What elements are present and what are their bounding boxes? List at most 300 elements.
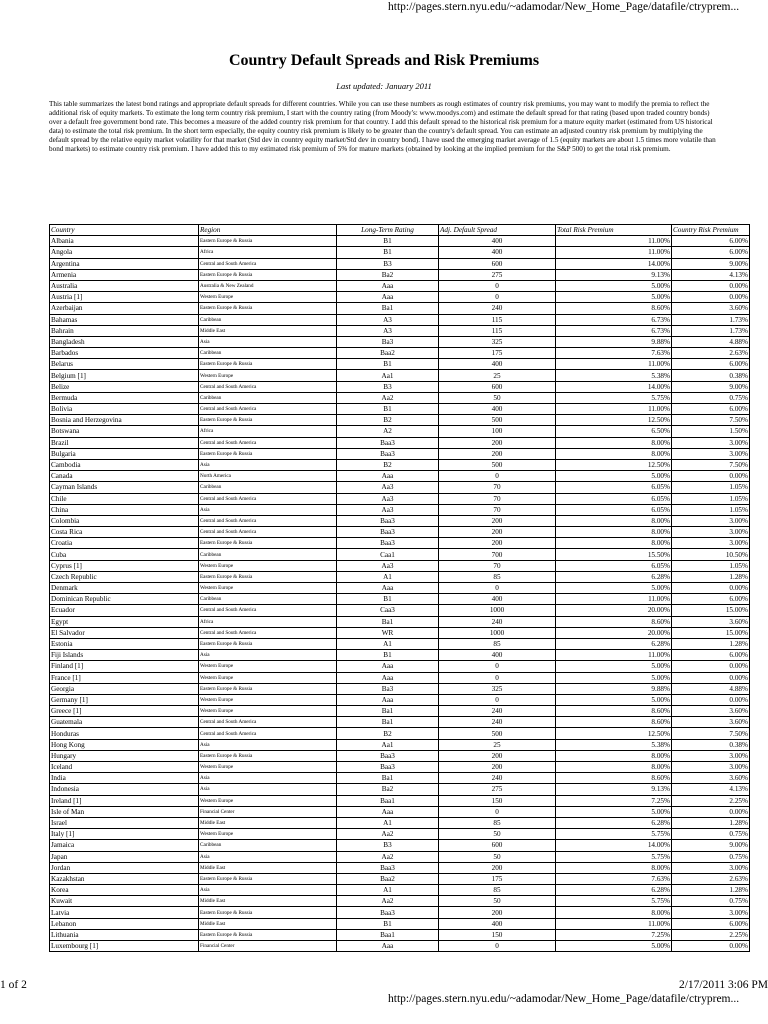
cell-country-risk-premium: 0.75% bbox=[672, 829, 750, 840]
cell-default-spread: 500 bbox=[439, 415, 556, 426]
cell-country-risk-premium: 2.63% bbox=[672, 348, 750, 359]
cell-default-spread: 240 bbox=[439, 717, 556, 728]
cell-default-spread: 200 bbox=[439, 448, 556, 459]
cell-total-risk-premium: 14.00% bbox=[556, 258, 672, 269]
cell-rating: Baa2 bbox=[337, 873, 439, 884]
cell-country: Bahrain bbox=[50, 325, 199, 336]
cell-total-risk-premium: 5.00% bbox=[556, 292, 672, 303]
cell-default-spread: 50 bbox=[439, 851, 556, 862]
cell-region: Middle East bbox=[199, 325, 337, 336]
cell-default-spread: 400 bbox=[439, 359, 556, 370]
cell-default-spread: 70 bbox=[439, 504, 556, 515]
table-row bbox=[50, 459, 750, 470]
cell-region: Central and South America bbox=[199, 605, 337, 616]
cell-region: Africa bbox=[199, 247, 337, 258]
cell-default-spread: 25 bbox=[439, 370, 556, 381]
cell-country-risk-premium: 3.00% bbox=[672, 762, 750, 773]
cell-region: Western Europe bbox=[199, 583, 337, 594]
cell-total-risk-premium: 5.38% bbox=[556, 739, 672, 750]
header-country: Country bbox=[50, 225, 199, 236]
header-total-risk-premium: Total Risk Premium bbox=[556, 225, 672, 236]
cell-country: Estonia bbox=[50, 638, 199, 649]
footer-page-number: 1 of 2 bbox=[0, 979, 27, 991]
cell-region: Caribbean bbox=[199, 840, 337, 851]
table-header-row bbox=[50, 225, 750, 236]
cell-country: Hungary bbox=[50, 750, 199, 761]
cell-default-spread: 100 bbox=[439, 426, 556, 437]
table-row bbox=[50, 661, 750, 672]
cell-total-risk-premium: 11.00% bbox=[556, 650, 672, 661]
cell-country-risk-premium: 9.00% bbox=[672, 840, 750, 851]
cell-country-risk-premium: 7.50% bbox=[672, 459, 750, 470]
cell-total-risk-premium: 11.00% bbox=[556, 404, 672, 415]
header-rating: Long-Term Rating bbox=[337, 225, 439, 236]
cell-default-spread: 400 bbox=[439, 594, 556, 605]
table-row bbox=[50, 840, 750, 851]
cell-default-spread: 325 bbox=[439, 336, 556, 347]
cell-country: Botswana bbox=[50, 426, 199, 437]
cell-default-spread: 85 bbox=[439, 817, 556, 828]
cell-country: Ecuador bbox=[50, 605, 199, 616]
cell-rating: Ba3 bbox=[337, 683, 439, 694]
cell-rating: Baa3 bbox=[337, 437, 439, 448]
cell-default-spread: 500 bbox=[439, 459, 556, 470]
risk-premium-table bbox=[49, 224, 750, 952]
cell-default-spread: 275 bbox=[439, 269, 556, 280]
cell-country: Czech Republic bbox=[50, 571, 199, 582]
cell-country: Chile bbox=[50, 493, 199, 504]
cell-country: Kuwait bbox=[50, 896, 199, 907]
cell-total-risk-premium: 11.00% bbox=[556, 236, 672, 247]
cell-default-spread: 240 bbox=[439, 706, 556, 717]
cell-default-spread: 200 bbox=[439, 750, 556, 761]
cell-country: France [1] bbox=[50, 672, 199, 683]
table-row bbox=[50, 527, 750, 538]
cell-country-risk-premium: 1.73% bbox=[672, 325, 750, 336]
intro-paragraph: This table summarizes the latest bond ratings and appropriate default spreads for different countries. While you can use these numbers as rough estimates of country risk premiums, you may want to modify the premia to reflect the additional risk of equity markets. To estimate the long term country risk premium, I start with the country rating (from Moody's: www.moodys.com) and estimate the default spread for that rating (based upon traded country bonds) over a default free government bond rate. This becomes a measure of the added country risk premium for that country. I add this default spread to the historical risk premium for a mature equity market (estimated from US historical data) to estimate the total risk premium. In the short term especially, the equity country risk premium is likely to be greater than the country's default spread. You can estimate an adjusted country risk premium by multiplying the default spread by the relative equity market volatility for that market (Std dev in country equity market/Std dev in country bond). I have used the emerging market average of 1.5 (equity markets are about 1.5 times more volatile than bond markets) to estimate country risk premium. I have added this to my estimated risk premium of 5% for mature markets (obtained by looking at the implied premium for the S&P 500) to get the total risk premium. bbox=[49, 100, 716, 154]
cell-region: Africa bbox=[199, 426, 337, 437]
cell-total-risk-premium: 5.00% bbox=[556, 941, 672, 952]
cell-rating: Caa3 bbox=[337, 605, 439, 616]
table-row bbox=[50, 471, 750, 482]
cell-total-risk-premium: 8.00% bbox=[556, 527, 672, 538]
cell-default-spread: 70 bbox=[439, 560, 556, 571]
table-row bbox=[50, 873, 750, 884]
table-row bbox=[50, 627, 750, 638]
cell-country-risk-premium: 1.05% bbox=[672, 493, 750, 504]
cell-total-risk-premium: 8.60% bbox=[556, 706, 672, 717]
cell-total-risk-premium: 11.00% bbox=[556, 359, 672, 370]
cell-rating: Ba1 bbox=[337, 717, 439, 728]
cell-total-risk-premium: 8.00% bbox=[556, 907, 672, 918]
cell-country: Cayman Islands bbox=[50, 482, 199, 493]
cell-total-risk-premium: 8.00% bbox=[556, 750, 672, 761]
cell-total-risk-premium: 8.00% bbox=[556, 448, 672, 459]
cell-country: Azerbaijan bbox=[50, 303, 199, 314]
cell-country-risk-premium: 10.50% bbox=[672, 549, 750, 560]
cell-total-risk-premium: 8.00% bbox=[556, 437, 672, 448]
cell-total-risk-premium: 5.38% bbox=[556, 370, 672, 381]
cell-default-spread: 0 bbox=[439, 280, 556, 291]
cell-country-risk-premium: 2.25% bbox=[672, 795, 750, 806]
cell-region: Financial Center bbox=[199, 806, 337, 817]
cell-default-spread: 0 bbox=[439, 941, 556, 952]
cell-rating: Aa1 bbox=[337, 370, 439, 381]
cell-region: Eastern Europe & Russia bbox=[199, 236, 337, 247]
cell-default-spread: 175 bbox=[439, 348, 556, 359]
cell-country-risk-premium: 0.00% bbox=[672, 941, 750, 952]
page-title: Country Default Spreads and Risk Premiums bbox=[228, 52, 540, 69]
cell-rating: Aa1 bbox=[337, 739, 439, 750]
cell-default-spread: 115 bbox=[439, 325, 556, 336]
cell-region: Central and South America bbox=[199, 258, 337, 269]
cell-region: Asia bbox=[199, 650, 337, 661]
table-row bbox=[50, 784, 750, 795]
cell-country: Indonesia bbox=[50, 784, 199, 795]
table-row bbox=[50, 269, 750, 280]
table-row bbox=[50, 795, 750, 806]
cell-rating: A1 bbox=[337, 885, 439, 896]
table-row bbox=[50, 672, 750, 683]
cell-country: Bermuda bbox=[50, 392, 199, 403]
cell-rating: Aa3 bbox=[337, 504, 439, 515]
cell-region: Eastern Europe & Russia bbox=[199, 929, 337, 940]
cell-country: Germany [1] bbox=[50, 694, 199, 705]
cell-country-risk-premium: 6.00% bbox=[672, 236, 750, 247]
cell-region: North America bbox=[199, 471, 337, 482]
cell-region: Eastern Europe & Russia bbox=[199, 303, 337, 314]
cell-country: Belgium [1] bbox=[50, 370, 199, 381]
table-row bbox=[50, 773, 750, 784]
cell-country: Cyprus [1] bbox=[50, 560, 199, 571]
cell-country-risk-premium: 15.00% bbox=[672, 605, 750, 616]
cell-rating: A3 bbox=[337, 314, 439, 325]
cell-region: Caribbean bbox=[199, 482, 337, 493]
cell-rating: B2 bbox=[337, 415, 439, 426]
cell-country: Iceland bbox=[50, 762, 199, 773]
cell-rating: A1 bbox=[337, 638, 439, 649]
cell-total-risk-premium: 20.00% bbox=[556, 627, 672, 638]
cell-default-spread: 70 bbox=[439, 493, 556, 504]
cell-country-risk-premium: 6.00% bbox=[672, 404, 750, 415]
table-row bbox=[50, 404, 750, 415]
cell-rating: Baa3 bbox=[337, 527, 439, 538]
cell-total-risk-premium: 8.00% bbox=[556, 515, 672, 526]
cell-country: Japan bbox=[50, 851, 199, 862]
cell-rating: Baa3 bbox=[337, 515, 439, 526]
cell-country-risk-premium: 0.00% bbox=[672, 471, 750, 482]
cell-rating: Ba1 bbox=[337, 773, 439, 784]
cell-country: Cambodia bbox=[50, 459, 199, 470]
cell-country: Georgia bbox=[50, 683, 199, 694]
cell-country-risk-premium: 1.28% bbox=[672, 638, 750, 649]
cell-region: Western Europe bbox=[199, 762, 337, 773]
cell-country: Croatia bbox=[50, 538, 199, 549]
cell-country-risk-premium: 6.00% bbox=[672, 359, 750, 370]
cell-country-risk-premium: 15.00% bbox=[672, 627, 750, 638]
cell-region: Middle East bbox=[199, 862, 337, 873]
cell-region: Asia bbox=[199, 336, 337, 347]
cell-rating: A3 bbox=[337, 325, 439, 336]
cell-country: Ireland [1] bbox=[50, 795, 199, 806]
table-row bbox=[50, 806, 750, 817]
cell-rating: B3 bbox=[337, 381, 439, 392]
cell-default-spread: 240 bbox=[439, 303, 556, 314]
cell-country: Luxembourg [1] bbox=[50, 941, 199, 952]
cell-country: Argentina bbox=[50, 258, 199, 269]
cell-total-risk-premium: 5.75% bbox=[556, 829, 672, 840]
cell-total-risk-premium: 6.28% bbox=[556, 638, 672, 649]
cell-rating: Aaa bbox=[337, 806, 439, 817]
cell-rating: B3 bbox=[337, 258, 439, 269]
table-row bbox=[50, 549, 750, 560]
cell-country: Guatemala bbox=[50, 717, 199, 728]
cell-country: Jamaica bbox=[50, 840, 199, 851]
cell-default-spread: 200 bbox=[439, 862, 556, 873]
cell-country-risk-premium: 3.00% bbox=[672, 437, 750, 448]
table-row bbox=[50, 336, 750, 347]
cell-country-risk-premium: 4.88% bbox=[672, 336, 750, 347]
cell-country: Barbados bbox=[50, 348, 199, 359]
cell-default-spread: 50 bbox=[439, 829, 556, 840]
cell-rating: Aa2 bbox=[337, 851, 439, 862]
table-row bbox=[50, 885, 750, 896]
cell-region: Western Europe bbox=[199, 661, 337, 672]
cell-country-risk-premium: 0.75% bbox=[672, 392, 750, 403]
cell-country-risk-premium: 6.00% bbox=[672, 247, 750, 258]
cell-country: Belarus bbox=[50, 359, 199, 370]
cell-region: Western Europe bbox=[199, 706, 337, 717]
header-url: http://pages.stern.nyu.edu/~adamodar/New_Home_Page/datafile/ctryprem... bbox=[388, 1, 740, 13]
cell-country-risk-premium: 0.75% bbox=[672, 896, 750, 907]
cell-country-risk-premium: 3.60% bbox=[672, 303, 750, 314]
cell-country-risk-premium: 0.00% bbox=[672, 806, 750, 817]
table-row bbox=[50, 650, 750, 661]
cell-default-spread: 175 bbox=[439, 873, 556, 884]
cell-total-risk-premium: 7.63% bbox=[556, 873, 672, 884]
cell-rating: Aaa bbox=[337, 292, 439, 303]
cell-rating: Baa3 bbox=[337, 762, 439, 773]
cell-rating: Ba2 bbox=[337, 784, 439, 795]
cell-country: El Salvador bbox=[50, 627, 199, 638]
table-row bbox=[50, 504, 750, 515]
cell-region: Central and South America bbox=[199, 627, 337, 638]
cell-region: Eastern Europe & Russia bbox=[199, 448, 337, 459]
cell-country: Canada bbox=[50, 471, 199, 482]
cell-region: Western Europe bbox=[199, 560, 337, 571]
cell-default-spread: 0 bbox=[439, 806, 556, 817]
cell-country-risk-premium: 1.28% bbox=[672, 571, 750, 582]
table-row bbox=[50, 594, 750, 605]
table-row bbox=[50, 616, 750, 627]
cell-total-risk-premium: 8.60% bbox=[556, 616, 672, 627]
cell-total-risk-premium: 8.60% bbox=[556, 773, 672, 784]
cell-default-spread: 1000 bbox=[439, 605, 556, 616]
cell-default-spread: 200 bbox=[439, 538, 556, 549]
cell-total-risk-premium: 11.00% bbox=[556, 247, 672, 258]
cell-total-risk-premium: 11.00% bbox=[556, 594, 672, 605]
table-row bbox=[50, 303, 750, 314]
cell-country: Denmark bbox=[50, 583, 199, 594]
cell-default-spread: 400 bbox=[439, 247, 556, 258]
cell-country: Latvia bbox=[50, 907, 199, 918]
table-row bbox=[50, 750, 750, 761]
cell-country-risk-premium: 3.00% bbox=[672, 907, 750, 918]
table-row bbox=[50, 683, 750, 694]
cell-country-risk-premium: 0.38% bbox=[672, 739, 750, 750]
cell-total-risk-premium: 5.00% bbox=[556, 694, 672, 705]
table-row bbox=[50, 258, 750, 269]
cell-rating: B1 bbox=[337, 918, 439, 929]
cell-rating: Ba1 bbox=[337, 303, 439, 314]
table-row bbox=[50, 739, 750, 750]
cell-total-risk-premium: 6.05% bbox=[556, 482, 672, 493]
cell-rating: B3 bbox=[337, 840, 439, 851]
table-row bbox=[50, 918, 750, 929]
cell-region: Eastern Europe & Russia bbox=[199, 638, 337, 649]
cell-rating: Ba1 bbox=[337, 706, 439, 717]
cell-rating: Aaa bbox=[337, 583, 439, 594]
cell-default-spread: 85 bbox=[439, 638, 556, 649]
cell-default-spread: 1000 bbox=[439, 627, 556, 638]
cell-rating: Baa3 bbox=[337, 538, 439, 549]
cell-country: Austria [1] bbox=[50, 292, 199, 303]
cell-region: Middle East bbox=[199, 918, 337, 929]
table-row bbox=[50, 560, 750, 571]
cell-region: Caribbean bbox=[199, 348, 337, 359]
cell-country-risk-premium: 0.00% bbox=[672, 292, 750, 303]
cell-region: Western Europe bbox=[199, 292, 337, 303]
cell-country-risk-premium: 1.28% bbox=[672, 885, 750, 896]
cell-country: Greece [1] bbox=[50, 706, 199, 717]
cell-total-risk-premium: 12.50% bbox=[556, 728, 672, 739]
cell-country-risk-premium: 4.88% bbox=[672, 683, 750, 694]
cell-country-risk-premium: 3.00% bbox=[672, 515, 750, 526]
cell-country: Albania bbox=[50, 236, 199, 247]
cell-region: Asia bbox=[199, 784, 337, 795]
cell-total-risk-premium: 14.00% bbox=[556, 840, 672, 851]
cell-country-risk-premium: 3.00% bbox=[672, 448, 750, 459]
cell-country: Colombia bbox=[50, 515, 199, 526]
cell-default-spread: 200 bbox=[439, 527, 556, 538]
cell-total-risk-premium: 8.00% bbox=[556, 762, 672, 773]
cell-country-risk-premium: 9.00% bbox=[672, 258, 750, 269]
table-row bbox=[50, 583, 750, 594]
cell-default-spread: 0 bbox=[439, 292, 556, 303]
cell-region: Eastern Europe & Russia bbox=[199, 750, 337, 761]
cell-country: Honduras bbox=[50, 728, 199, 739]
table-row bbox=[50, 314, 750, 325]
cell-default-spread: 240 bbox=[439, 616, 556, 627]
table-row bbox=[50, 392, 750, 403]
cell-total-risk-premium: 11.00% bbox=[556, 918, 672, 929]
table-row bbox=[50, 280, 750, 291]
cell-default-spread: 85 bbox=[439, 885, 556, 896]
cell-rating: Baa1 bbox=[337, 929, 439, 940]
cell-default-spread: 200 bbox=[439, 907, 556, 918]
cell-default-spread: 0 bbox=[439, 583, 556, 594]
cell-rating: Aaa bbox=[337, 694, 439, 705]
table-row bbox=[50, 348, 750, 359]
table-row bbox=[50, 941, 750, 952]
cell-total-risk-premium: 9.13% bbox=[556, 269, 672, 280]
cell-region: Central and South America bbox=[199, 515, 337, 526]
cell-total-risk-premium: 8.00% bbox=[556, 862, 672, 873]
cell-region: Eastern Europe & Russia bbox=[199, 415, 337, 426]
table-row bbox=[50, 482, 750, 493]
cell-total-risk-premium: 20.00% bbox=[556, 605, 672, 616]
cell-total-risk-premium: 5.00% bbox=[556, 806, 672, 817]
table-row bbox=[50, 728, 750, 739]
cell-rating: Caa1 bbox=[337, 549, 439, 560]
cell-default-spread: 325 bbox=[439, 683, 556, 694]
cell-rating: B2 bbox=[337, 728, 439, 739]
cell-region: Asia bbox=[199, 885, 337, 896]
cell-total-risk-premium: 6.05% bbox=[556, 504, 672, 515]
cell-region: Central and South America bbox=[199, 728, 337, 739]
table-row bbox=[50, 706, 750, 717]
cell-country: China bbox=[50, 504, 199, 515]
cell-region: Central and South America bbox=[199, 381, 337, 392]
cell-country-risk-premium: 3.60% bbox=[672, 717, 750, 728]
cell-country-risk-premium: 0.00% bbox=[672, 672, 750, 683]
cell-default-spread: 85 bbox=[439, 571, 556, 582]
cell-rating: Aaa bbox=[337, 672, 439, 683]
cell-country: Bahamas bbox=[50, 314, 199, 325]
cell-region: Western Europe bbox=[199, 694, 337, 705]
table-row bbox=[50, 493, 750, 504]
cell-country-risk-premium: 6.00% bbox=[672, 650, 750, 661]
cell-country: Isle of Man bbox=[50, 806, 199, 817]
cell-country-risk-premium: 1.50% bbox=[672, 426, 750, 437]
table-row bbox=[50, 292, 750, 303]
table-row bbox=[50, 605, 750, 616]
cell-country: Cuba bbox=[50, 549, 199, 560]
cell-country-risk-premium: 3.60% bbox=[672, 773, 750, 784]
cell-rating: Ba1 bbox=[337, 616, 439, 627]
cell-default-spread: 150 bbox=[439, 795, 556, 806]
cell-region: Financial Center bbox=[199, 941, 337, 952]
cell-total-risk-premium: 6.28% bbox=[556, 885, 672, 896]
cell-rating: Baa2 bbox=[337, 348, 439, 359]
cell-country-risk-premium: 4.13% bbox=[672, 269, 750, 280]
cell-total-risk-premium: 15.50% bbox=[556, 549, 672, 560]
cell-region: Western Europe bbox=[199, 829, 337, 840]
risk-premium-table-wrapper bbox=[49, 224, 748, 951]
cell-country: Kazakhstan bbox=[50, 873, 199, 884]
cell-region: Eastern Europe & Russia bbox=[199, 873, 337, 884]
cell-default-spread: 200 bbox=[439, 515, 556, 526]
cell-country-risk-premium: 3.00% bbox=[672, 862, 750, 873]
cell-rating: Aaa bbox=[337, 941, 439, 952]
cell-region: Middle East bbox=[199, 817, 337, 828]
cell-country-risk-premium: 2.25% bbox=[672, 929, 750, 940]
table-row bbox=[50, 437, 750, 448]
cell-country-risk-premium: 3.60% bbox=[672, 616, 750, 627]
header-default-spread: Adj. Default Spread bbox=[439, 225, 556, 236]
table-row bbox=[50, 325, 750, 336]
table-row bbox=[50, 817, 750, 828]
cell-region: Africa bbox=[199, 616, 337, 627]
cell-default-spread: 275 bbox=[439, 784, 556, 795]
cell-total-risk-premium: 14.00% bbox=[556, 381, 672, 392]
cell-default-spread: 200 bbox=[439, 437, 556, 448]
footer-datetime: 2/17/2011 3:06 PM bbox=[678, 979, 768, 991]
cell-country: Fiji Islands bbox=[50, 650, 199, 661]
cell-rating: Aaa bbox=[337, 661, 439, 672]
cell-rating: Aaa bbox=[337, 471, 439, 482]
cell-default-spread: 50 bbox=[439, 896, 556, 907]
